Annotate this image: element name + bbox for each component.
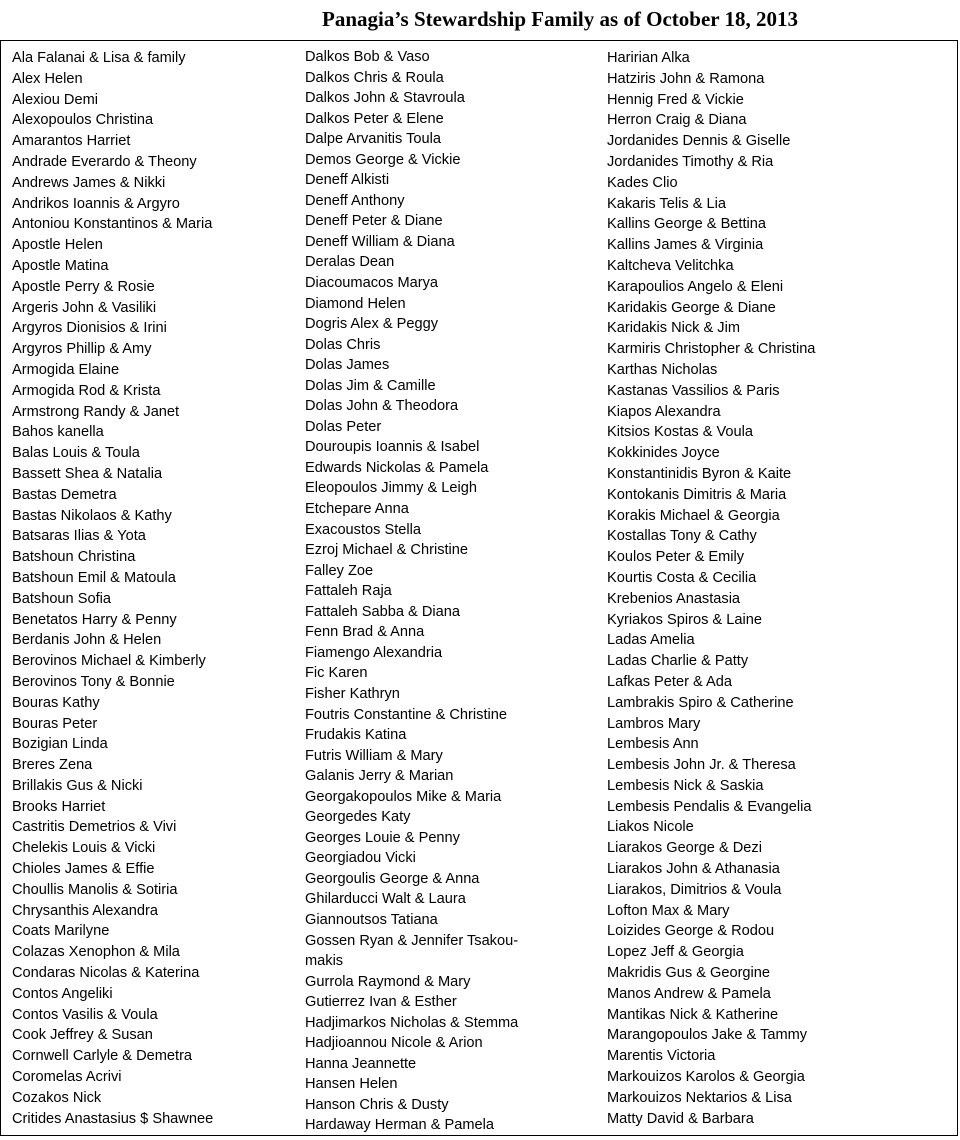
family-name-entry: Hadjimarkos Nicholas & Stemma [305, 1014, 519, 1031]
family-name-entry: Chioles James & Effie [12, 861, 155, 878]
family-name-entry: Kakaris Telis & Lia [607, 195, 726, 212]
family-name-entry: Coromelas Acrivi [12, 1069, 122, 1086]
family-name-entry: Lembesis Ann [607, 736, 699, 753]
family-name-entry: Giannoutsos Tatiana [305, 911, 438, 928]
family-name-entry: Ala Falanai & Lisa & family [12, 50, 186, 66]
family-name-entry: Kostallas Tony & Cathy [607, 528, 757, 545]
family-name-entry: Coats Marilyne [12, 923, 110, 940]
family-name-entry: Kontokanis Dimitris & Maria [607, 486, 787, 503]
family-name-entry: Foutris Constantine & Christine [305, 706, 507, 723]
family-name-entry: Haririan Alka [607, 50, 690, 66]
family-name-entry: Argeris John & Vasiliki [12, 299, 157, 316]
family-name-entry: Loizides George & Rodou [607, 923, 775, 940]
family-name-entry: Deneff Anthony [305, 192, 405, 209]
family-name-entry: Dalkos John & Stavroula [305, 90, 465, 107]
family-name-entry: Makridis Gus & Georgine [607, 965, 771, 982]
family-name-entry: Kiapos Alexandra [607, 403, 721, 420]
family-name-entry: Frudakis Katina [305, 727, 407, 744]
family-name-entry: Kallins George & Bettina [607, 216, 766, 233]
family-name-entry: Brooks Harriet [12, 798, 106, 815]
family-name-entry: Etchepare Anna [305, 501, 409, 518]
family-name-entry: Cornwell Carlyle & Demetra [12, 1048, 193, 1065]
family-name-entry: Apostle Helen [12, 237, 103, 254]
name-column-1 [12, 48, 213, 1129]
stewardship-name-table [0, 40, 958, 1136]
family-name-entry: Kyriakos Spiros & Laine [607, 611, 762, 628]
family-name-entry: Kastanas Vassilios & Paris [607, 382, 780, 399]
family-name-entry: Brillakis Gus & Nicki [12, 777, 143, 794]
family-name-entry: Krebenios Anastasia [607, 590, 741, 607]
family-name-entry: Bozigian Linda [12, 736, 108, 753]
family-name-entry: Lopez Jeff & Georgia [607, 944, 744, 961]
family-name-entry: Galanis Jerry & Marian [305, 768, 454, 785]
family-name-entry: Deneff William & Diana [305, 233, 455, 250]
family-name-entry: Lembesis John Jr. & Theresa [607, 757, 796, 774]
family-name-entry: Apostle Perry & Rosie [12, 278, 155, 295]
family-name-entry: Georgakopoulos Mike & Maria [305, 788, 502, 805]
family-name-entry: Batshoun Christina [12, 549, 136, 566]
family-name-entry: Korakis Michael & Georgia [607, 507, 780, 524]
family-name-entry: Dalpe Arvanitis Toula [305, 131, 442, 148]
family-name-entry: Kallins James & Virginia [607, 237, 764, 254]
family-name-entry: Kaltcheva Velitchka [607, 257, 734, 274]
family-name-entry: Fattaleh Raja [305, 583, 392, 600]
family-name-entry: Bahos kanella [12, 424, 104, 441]
family-name-entry: Andrikos Ioannis & Argyro [12, 195, 180, 212]
family-name-entry: Dogris Alex & Peggy [305, 316, 439, 333]
family-name-entry: Bastas Nikolaos & Kathy [12, 507, 172, 524]
family-name-entry: Deralas Dean [305, 254, 395, 271]
family-name-entry: Karidakis Nick & Jim [607, 320, 740, 337]
family-name-entry: Antoniou Konstantinos & Maria [12, 216, 213, 233]
family-name-entry: Hennig Fred & Vickie [607, 91, 744, 108]
family-name-entry: Lofton Max & Mary [607, 902, 730, 919]
family-name-entry: Lembesis Nick & Saskia [607, 777, 764, 794]
family-name-entry: Batshoun Emil & Matoula [12, 569, 176, 586]
family-name-entry: Mantikas Nick & Katherine [607, 1006, 779, 1023]
family-name-entry: Argyros Dionisios & Irini [12, 320, 167, 337]
family-name-entry: Choullis Manolis & Sotiria [12, 881, 178, 898]
family-name-entry: Konstantinidis Byron & Kaite [607, 465, 792, 482]
family-name-entry: Deneff Peter & Diane [305, 213, 443, 230]
family-name-entry: Breres Zena [12, 757, 93, 774]
family-name-entry: Bastas Demetra [12, 486, 117, 503]
family-name-entry: Hanna Jeannette [305, 1055, 417, 1072]
family-name-entry: Balas Louis & Toula [12, 445, 140, 462]
name-column-3 [607, 48, 815, 1129]
family-name-entry: Armogida Rod & Krista [12, 382, 161, 399]
family-name-entry: Liarakos George & Dezi [607, 840, 762, 857]
family-name-entry: Liarakos John & Athanasia [607, 861, 780, 878]
family-name-entry: Berovinos Michael & Kimberly [12, 653, 206, 670]
family-name-entry: Lembesis Pendalis & Evangelia [607, 798, 812, 815]
family-name-entry: Ezroj Michael & Christine [305, 542, 469, 559]
family-name-entry: Dolas Jim & Camille [305, 377, 436, 394]
family-name-entry: Gurrola Raymond & Mary [305, 973, 471, 990]
family-name-entry: Gutierrez Ivan & Esther [305, 994, 457, 1011]
family-name-entry: Hanson Chris & Dusty [305, 1096, 449, 1113]
family-name-entry: Kades Clio [607, 174, 678, 191]
family-name-entry: Edwards Nickolas & Pamela [305, 459, 489, 476]
family-name-entry: Hadjioannou Nicole & Arion [305, 1035, 483, 1052]
family-name-entry: Jordanides Dennis & Giselle [607, 133, 791, 150]
family-name-entry: Dalkos Bob & Vaso [305, 49, 430, 65]
family-name-entry: Fattaleh Sabba & Diana [305, 603, 460, 620]
family-name-entry: Douroupis Ioannis & Isabel [305, 439, 480, 456]
family-name-entry: Koulos Peter & Emily [607, 549, 745, 566]
family-name-entry: Georgedes Katy [305, 809, 411, 826]
family-name-entry: Colazas Xenophon & Mila [12, 944, 180, 961]
family-name-entry: Marentis Victoria [607, 1048, 716, 1065]
family-name-entry: Hatziris John & Ramona [607, 70, 765, 87]
family-name-entry: Alexopoulos Christina [12, 112, 154, 129]
page-title: Panagia’s Stewardship Family as of October 18, 2013 [322, 7, 798, 31]
family-name-entry: Dalkos Chris & Roula [305, 69, 444, 86]
family-name-entry: Lambros Mary [607, 715, 701, 732]
family-name-entry: Karthas Nicholas [607, 361, 718, 378]
family-name-entry: Jordanides Timothy & Ria [607, 153, 774, 170]
family-name-entry: Futris William & Mary [305, 747, 443, 764]
family-name-entry: Armstrong Randy & Janet [12, 403, 180, 420]
family-name-entry: Alexiou Demi [12, 91, 98, 108]
family-name-entry: Fisher Kathryn [305, 685, 400, 702]
family-name-entry: Kitsios Kostas & Voula [607, 424, 754, 441]
family-name-entry: Herron Craig & Diana [607, 112, 747, 129]
family-name-entry: Condaras Nicolas & Katerina [12, 965, 200, 982]
family-name-entry: Marangopoulos Jake & Tammy [607, 1027, 808, 1044]
family-name-entry: Liakos Nicole [607, 819, 694, 836]
family-name-entry: Chelekis Louis & Vicki [12, 840, 156, 857]
family-name-entry: Falley Zoe [305, 562, 374, 579]
family-name-entry: Hansen Helen [305, 1076, 398, 1093]
family-name-entry: Cook Jeffrey & Susan [12, 1027, 153, 1044]
family-name-entry: Critides Anastasius $ Shawnee [12, 1110, 214, 1127]
family-name-entry: Diamond Helen [305, 295, 406, 312]
family-name-entry: Berdanis John & Helen [12, 632, 162, 649]
family-name-entry: Armogida Elaine [12, 361, 120, 378]
family-name-entry: Fenn Brad & Anna [305, 624, 425, 641]
family-name-entry: Berovinos Tony & Bonnie [12, 673, 175, 690]
family-name-entry: Deneff Alkisti [305, 172, 390, 189]
family-name-entry: Andrade Everardo & Theony [12, 153, 197, 170]
family-name-entry: Amarantos Harriet [12, 133, 131, 150]
family-name-entry: Dalkos Peter & Elene [305, 110, 444, 127]
family-name-entry: Demos George & Vickie [305, 151, 461, 168]
family-name-entry: Fic Karen [305, 665, 368, 682]
family-name-entry: Liarakos, Dimitrios & Voula [607, 881, 782, 898]
family-name-entry: Dolas Chris [305, 336, 381, 353]
family-name-entry: Bassett Shea & Natalia [12, 465, 163, 482]
family-name-entry: Ghilarducci Walt & Laura [305, 891, 466, 908]
family-name-entry: Karmiris Christopher & Christina [607, 341, 816, 358]
family-name-entry: Diacoumacos Marya [305, 275, 439, 292]
family-name-entry: Eleopoulos Jimmy & Leigh [305, 480, 477, 497]
family-name-entry: Contos Angeliki [12, 985, 113, 1002]
family-name-entry: Ladas Amelia [607, 632, 695, 649]
family-name-entry: Contos Vasilis & Voula [12, 1006, 158, 1023]
family-name-entry: Karapoulios Angelo & Eleni [607, 278, 784, 295]
family-name-entry: Bouras Peter [12, 715, 98, 732]
family-name-entry: Benetatos Harry & Penny [12, 611, 177, 628]
family-name-entry: Ladas Charlie & Patty [607, 653, 749, 670]
family-name-entry: Lambrakis Spiro & Catherine [607, 694, 794, 711]
family-name-entry: Fiamengo Alexandria [305, 644, 443, 661]
family-name-entry: Bouras Kathy [12, 694, 100, 711]
family-name-entry: Argyros Phillip & Amy [12, 341, 152, 358]
family-name-entry: Cozakos Nick [12, 1089, 102, 1106]
family-name-entry: Gossen Ryan & Jennifer Tsakou-makis [305, 932, 519, 969]
family-name-entry: Manos Andrew & Pamela [607, 985, 771, 1002]
family-name-entry: Dolas James [305, 357, 390, 374]
family-name-entry: Batshoun Sofia [12, 590, 111, 607]
family-name-entry: Georgiadou Vicki [305, 850, 416, 867]
family-name-entry: Kokkinides Joyce [607, 445, 720, 462]
family-name-entry: Lafkas Peter & Ada [607, 673, 732, 690]
family-name-entry: Chrysanthis Alexandra [12, 902, 159, 919]
family-name-entry: Alex Helen [12, 70, 83, 87]
family-name-entry: Castritis Demetrios & Vivi [12, 819, 177, 836]
family-name-entry: Markouizos Nektarios & Lisa [607, 1089, 792, 1106]
family-name-entry: Markouizos Karolos & Georgia [607, 1069, 805, 1086]
family-name-entry: Apostle Matina [12, 257, 109, 274]
family-name-entry: Batsaras Ilias & Yota [12, 528, 146, 545]
family-name-entry: Dolas Peter [305, 418, 382, 435]
family-name-entry: Hardaway Herman & Pamela [305, 1117, 494, 1134]
family-name-entry: Georges Louie & Penny [305, 829, 460, 846]
family-name-entry: Georgoulis George & Anna [305, 870, 480, 887]
family-name-entry: Kourtis Costa & Cecilia [607, 569, 757, 586]
family-name-entry: Dolas John & Theodora [305, 398, 459, 415]
family-name-entry: Karidakis George & Diane [607, 299, 776, 316]
name-column-2 [305, 47, 545, 1136]
family-name-entry: Andrews James & Nikki [12, 174, 166, 191]
family-name-entry: Exacoustos Stella [305, 521, 422, 538]
family-name-entry: Matty David & Barbara [607, 1110, 754, 1127]
